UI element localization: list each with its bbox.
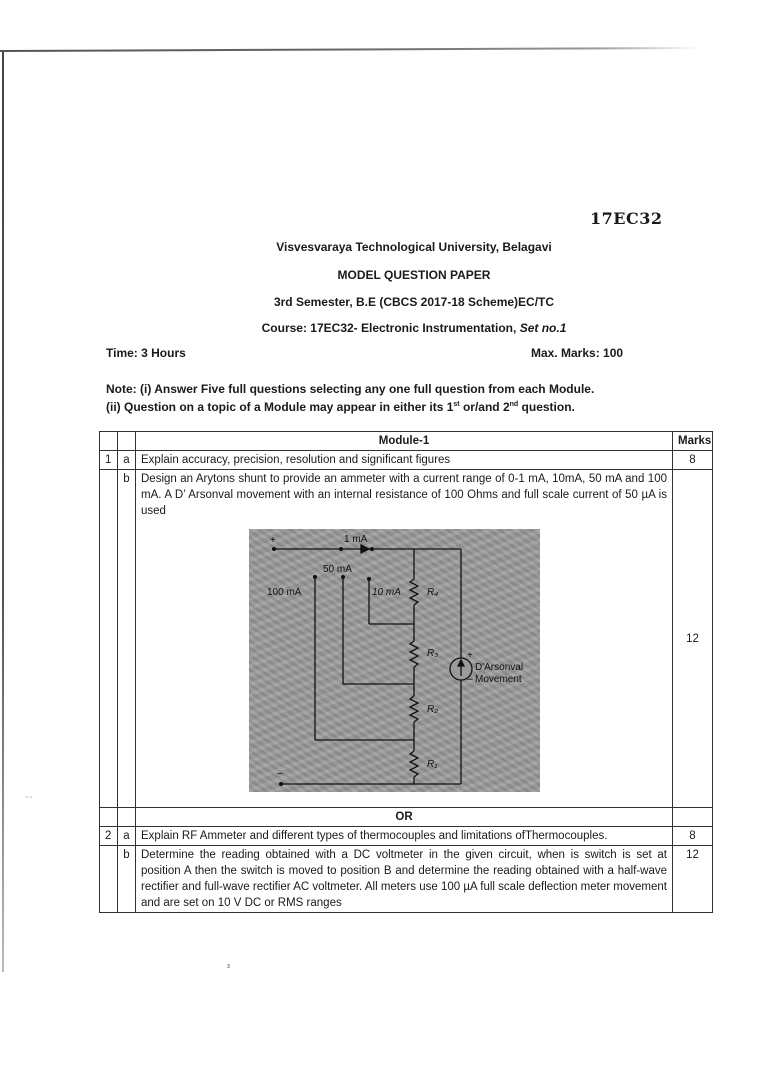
- instructions-note: [106, 380, 594, 416]
- question-text: Explain accuracy, precision, resolution and significant figures: [136, 451, 673, 470]
- max-marks: Max. Marks: 100: [531, 346, 624, 360]
- resistor-label-r1: R₁: [427, 759, 438, 770]
- course-code: 17EC32: [590, 209, 663, 228]
- course-name: Course: 17EC32- Electronic Instrumentation,: [261, 321, 520, 335]
- question-number: [100, 846, 118, 913]
- module-title: Module-1: [136, 432, 673, 451]
- table-row: [100, 846, 713, 913]
- tap-label-100ma: 100 mA: [267, 587, 302, 598]
- resistor-label-r4: R₄: [427, 587, 439, 598]
- paper-type: MODEL QUESTION PAPER: [337, 268, 491, 282]
- course-title: [30, 321, 768, 335]
- semester-info: 3rd Semester, B.E (CBCS 2017-18 Scheme)EC/TC: [273, 295, 555, 309]
- question-text: Design an Arytons shunt to provide an ammeter with a current range of 0-1 mA, 10mA, 50 mA and 100 mA. A D’ Arsonval movement with an internal resistance of 100 Ohms and full scale current of 50 µA is used: [141, 473, 667, 517]
- meter-label: D'Arsonval: [475, 662, 524, 673]
- exam-duration: Time: 3 Hours: [106, 346, 186, 360]
- note-line-2: (ii) Question on a topic of a Module may appear in either its 1st or/and 2nd question.: [106, 400, 575, 414]
- marks: 8: [673, 827, 713, 846]
- table-row: [100, 451, 713, 470]
- marks-header: Marks: [673, 432, 713, 451]
- tap-label-50ma: 50 mA: [323, 564, 352, 575]
- page-mark: 3: [227, 964, 230, 970]
- table-row: [100, 470, 713, 808]
- question-text: Explain RF Ammeter and different types of thermocouples and limitations ofThermocouples.: [136, 827, 673, 846]
- question-cell: [136, 470, 673, 808]
- sub-question: a: [118, 827, 136, 846]
- or-separator: OR: [136, 808, 673, 827]
- scan-edge-left: [2, 52, 4, 972]
- scan-artifact: ~·~: [25, 795, 33, 801]
- table-row: [100, 827, 713, 846]
- marks: 12: [673, 846, 713, 913]
- ayrton-shunt-circuit-diagram: [249, 529, 540, 792]
- or-row: [100, 808, 713, 827]
- university-name: Visvesvaraya Technological University, Belagavi: [276, 240, 552, 254]
- module-header-row: [100, 432, 713, 451]
- question-number: 2: [100, 827, 118, 846]
- meter-label-2: Movement: [475, 674, 522, 685]
- question-number: [100, 470, 118, 808]
- resistor-label-r2: R₂: [427, 704, 439, 715]
- sub-question: b: [118, 470, 136, 808]
- sub-question: b: [118, 846, 136, 913]
- marks: 8: [673, 451, 713, 470]
- resistor-label-r3: R₃: [427, 648, 439, 659]
- tap-label-1ma: 1 mA: [344, 534, 368, 545]
- set-number: Set no.1: [519, 321, 567, 335]
- question-text: Determine the reading obtained with a DC voltmeter in the given circuit, when is switch is set at position A then the switch is moved to position B and determine the reading obtained with a half-wave rectifier and full-wave rectifier AC voltmeter. All meters use 100 µA full scale deflection meter movement and are set on 10 V DC or RMS ranges: [136, 846, 673, 913]
- meter-plus-label: +: [467, 650, 473, 661]
- negative-terminal-label: −: [277, 769, 283, 780]
- note-line-1: Note: (i) Answer Five full questions selecting any one full question from each Module.: [106, 382, 595, 396]
- question-number: 1: [100, 451, 118, 470]
- scan-edge-top: [0, 47, 700, 52]
- positive-terminal-label: +: [270, 535, 276, 546]
- sub-question: a: [118, 451, 136, 470]
- marks: 12: [673, 470, 713, 808]
- question-table: [99, 431, 713, 913]
- meter-minus-label: –: [467, 674, 473, 685]
- tap-label-10ma: 10 mA: [372, 587, 401, 598]
